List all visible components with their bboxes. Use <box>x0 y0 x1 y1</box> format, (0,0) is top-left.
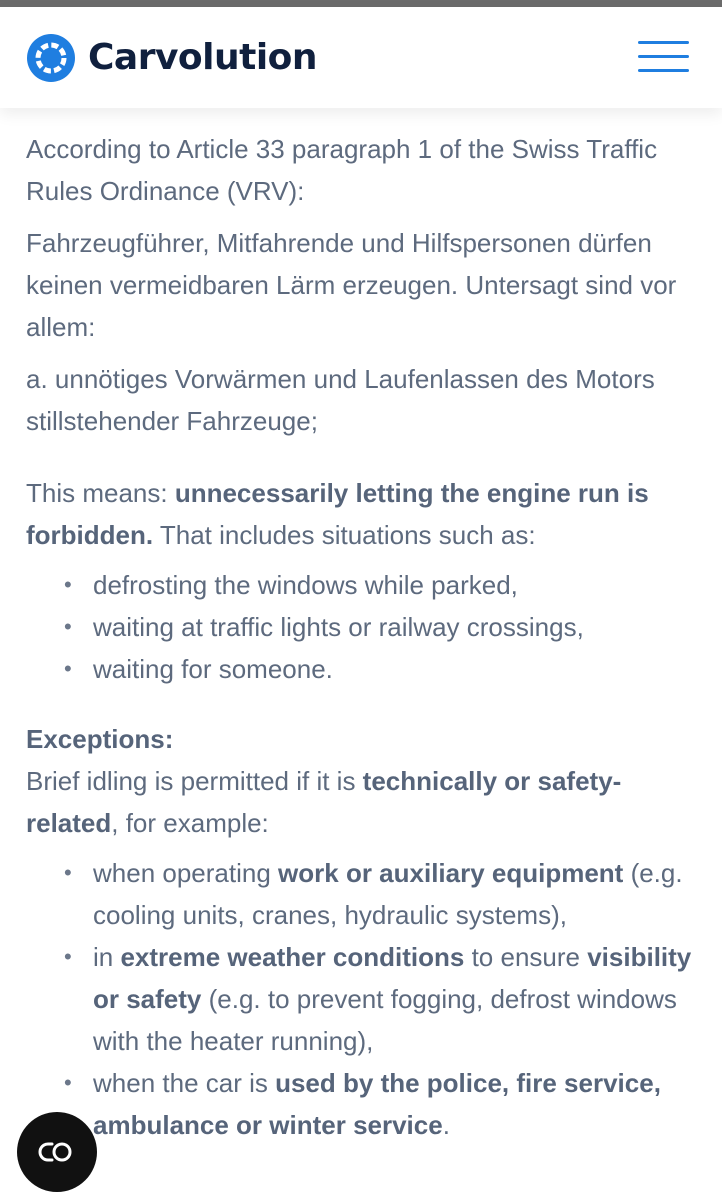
list-item: • defrosting the windows while parked, <box>64 570 518 600</box>
article-content <box>26 128 696 1146</box>
list-item: • waiting for someone. <box>64 654 333 684</box>
list-item: • when the car is used by the police, fire service, ambulance or winter service. <box>64 1068 661 1140</box>
ordinance-quote: Fahrzeugführer, Mitfahrende und Hilfspersonen dürfen keinen vermeidbaren Lärm erzeugen. Untersagt sind vor allem: <box>26 228 677 342</box>
hamburger-menu-icon[interactable] <box>638 41 689 73</box>
meaning-emphasis: unnecessarily letting the engine run is forbidden. <box>26 478 649 550</box>
carvolution-logo-icon <box>26 33 76 83</box>
list-item: • when operating work or auxiliary equipment (e.g. cooling units, cranes, hydraulic systems), <box>64 858 683 930</box>
brief-idling-paragraph: Brief idling is permitted if it is technically or safety-related, for example: <box>26 766 622 838</box>
top-status-strip <box>0 0 722 7</box>
brand-logo[interactable] <box>26 33 317 83</box>
exceptions-list <box>26 852 696 1146</box>
brand-name: Carvolution <box>88 37 318 78</box>
list-item: • waiting at traffic lights or railway crossings, <box>64 612 584 642</box>
meaning-paragraph: This means: unnecessarily letting the engine run is forbidden. That includes situations such as: <box>26 478 649 550</box>
site-header <box>0 7 722 108</box>
list-item: • in extreme weather conditions to ensure visibility or safety (e.g. to prevent fogging, defrost windows with the heater running), <box>64 942 692 1056</box>
exceptions-heading: Exceptions: <box>26 724 174 754</box>
ordinance-item-a: a. unnötiges Vorwärmen und Laufenlassen des Motors stillstehender Fahrzeuge; <box>26 364 655 436</box>
chat-widget-button[interactable] <box>17 1112 97 1192</box>
intro-paragraph: According to Article 33 paragraph 1 of the Swiss Traffic Rules Ordinance (VRV): <box>26 134 658 206</box>
situations-list <box>26 564 696 690</box>
chat-widget-icon <box>36 1140 78 1164</box>
